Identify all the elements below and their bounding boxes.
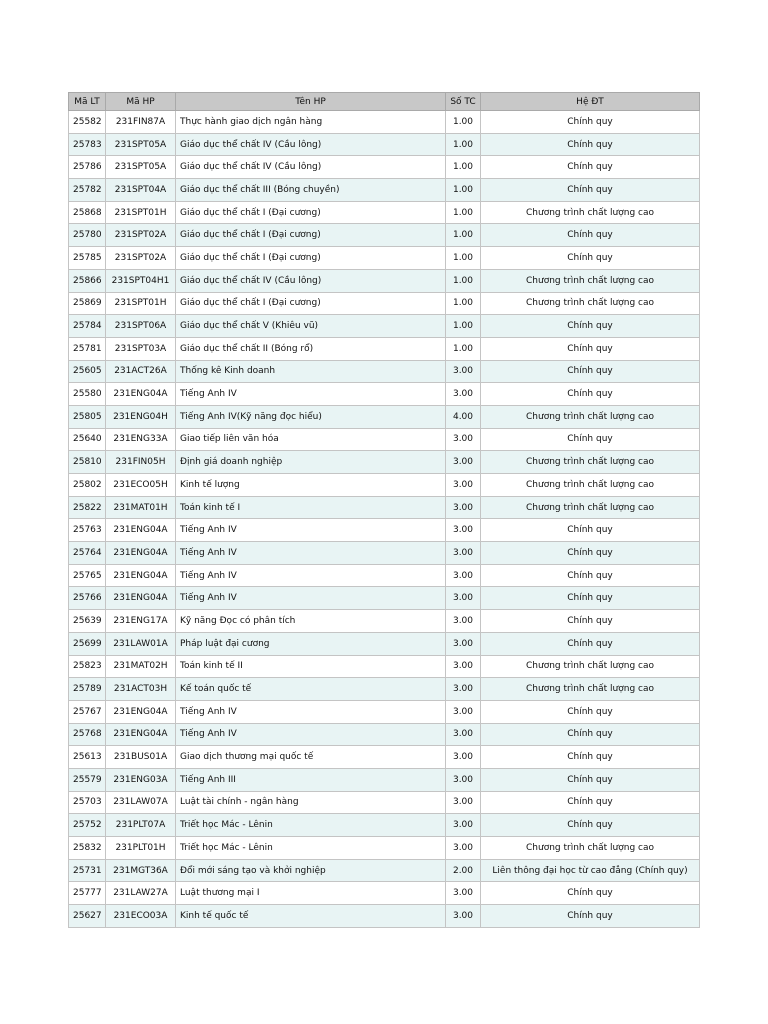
cell-ma-lt: 25810 [69, 451, 106, 474]
cell-ma-hp: 231MAT02H [106, 655, 176, 678]
cell-ten-hp: Triết học Mác - Lênin [176, 814, 446, 837]
cell-ma-lt: 25640 [69, 428, 106, 451]
cell-he-dt: Chương trình chất lượng cao [481, 655, 700, 678]
cell-ma-hp: 231PLT01H [106, 837, 176, 860]
cell-so-tc: 3.00 [446, 360, 481, 383]
cell-so-tc: 3.00 [446, 474, 481, 497]
table-row [69, 428, 700, 451]
cell-he-dt: Chính quy [481, 700, 700, 723]
cell-ma-hp: 231ENG04A [106, 383, 176, 406]
cell-ten-hp: Giáo dục thể chất II (Bóng rổ) [176, 337, 446, 360]
table-row [69, 247, 700, 270]
table-body [69, 111, 700, 928]
cell-so-tc: 1.00 [446, 224, 481, 247]
cell-so-tc: 3.00 [446, 655, 481, 678]
cell-ma-lt: 25832 [69, 837, 106, 860]
cell-so-tc: 3.00 [446, 678, 481, 701]
table-row [69, 201, 700, 224]
cell-ten-hp: Tiếng Anh III [176, 768, 446, 791]
cell-ma-hp: 231ENG17A [106, 610, 176, 633]
cell-ma-lt: 25780 [69, 224, 106, 247]
cell-ten-hp: Giáo dục thể chất IV (Cầu lông) [176, 269, 446, 292]
cell-ma-lt: 25866 [69, 269, 106, 292]
cell-he-dt: Chính quy [481, 564, 700, 587]
cell-ten-hp: Giáo dục thể chất I (Đại cương) [176, 292, 446, 315]
cell-ten-hp: Định giá doanh nghiệp [176, 451, 446, 474]
cell-ma-lt: 25777 [69, 882, 106, 905]
cell-ten-hp: Tiếng Anh IV [176, 542, 446, 565]
cell-ma-hp: 231LAW27A [106, 882, 176, 905]
header-ma-hp: Mã HP [106, 93, 176, 111]
cell-ten-hp: Giáo dục thể chất IV (Cầu lông) [176, 133, 446, 156]
cell-ten-hp: Tiếng Anh IV [176, 587, 446, 610]
cell-so-tc: 3.00 [446, 791, 481, 814]
cell-ma-hp: 231ENG33A [106, 428, 176, 451]
cell-ten-hp: Giáo dục thể chất V (Khiêu vũ) [176, 315, 446, 338]
table-row [69, 133, 700, 156]
cell-he-dt: Chính quy [481, 428, 700, 451]
cell-ten-hp: Luật tài chính - ngân hàng [176, 791, 446, 814]
table-row [69, 678, 700, 701]
header-row [69, 93, 700, 111]
cell-ten-hp: Tiếng Anh IV [176, 519, 446, 542]
cell-ma-lt: 25868 [69, 201, 106, 224]
cell-ma-lt: 25731 [69, 859, 106, 882]
cell-so-tc: 3.00 [446, 610, 481, 633]
cell-he-dt: Chính quy [481, 723, 700, 746]
cell-he-dt: Chính quy [481, 746, 700, 769]
cell-ten-hp: Toán kinh tế I [176, 496, 446, 519]
cell-ten-hp: Pháp luật đại cương [176, 632, 446, 655]
table-row [69, 156, 700, 179]
cell-he-dt: Chính quy [481, 768, 700, 791]
cell-ma-lt: 25613 [69, 746, 106, 769]
cell-ma-hp: 231SPT01H [106, 201, 176, 224]
cell-ten-hp: Giáo dục thể chất I (Đại cương) [176, 224, 446, 247]
cell-ma-hp: 231FIN87A [106, 111, 176, 134]
cell-he-dt: Chính quy [481, 315, 700, 338]
cell-ten-hp: Tiếng Anh IV [176, 700, 446, 723]
cell-ma-hp: 231MAT01H [106, 496, 176, 519]
cell-ma-hp: 231ENG04A [106, 723, 176, 746]
cell-ma-lt: 25699 [69, 632, 106, 655]
cell-ten-hp: Tiếng Anh IV(Kỹ năng đọc hiểu) [176, 405, 446, 428]
cell-ma-hp: 231ENG04A [106, 587, 176, 610]
header-he-dt: Hệ ĐT [481, 93, 700, 111]
cell-ma-lt: 25768 [69, 723, 106, 746]
cell-he-dt: Chương trình chất lượng cao [481, 837, 700, 860]
cell-he-dt: Chính quy [481, 133, 700, 156]
cell-so-tc: 3.00 [446, 564, 481, 587]
cell-he-dt: Chính quy [481, 632, 700, 655]
cell-so-tc: 3.00 [446, 837, 481, 860]
cell-ma-lt: 25605 [69, 360, 106, 383]
cell-ma-hp: 231ECO03A [106, 905, 176, 928]
cell-ma-lt: 25781 [69, 337, 106, 360]
table-row [69, 632, 700, 655]
cell-so-tc: 1.00 [446, 315, 481, 338]
table-row [69, 837, 700, 860]
cell-so-tc: 3.00 [446, 496, 481, 519]
table-row [69, 700, 700, 723]
cell-ma-hp: 231SPT04A [106, 179, 176, 202]
cell-ten-hp: Kinh tế lượng [176, 474, 446, 497]
cell-ma-lt: 25639 [69, 610, 106, 633]
cell-ten-hp: Giao dịch thương mại quốc tế [176, 746, 446, 769]
cell-he-dt: Chương trình chất lượng cao [481, 269, 700, 292]
cell-he-dt: Chính quy [481, 519, 700, 542]
cell-ten-hp: Đổi mới sáng tạo và khởi nghiệp [176, 859, 446, 882]
cell-ten-hp: Tiếng Anh IV [176, 564, 446, 587]
table-row [69, 791, 700, 814]
cell-he-dt: Chính quy [481, 905, 700, 928]
course-table [68, 92, 700, 928]
table-row [69, 224, 700, 247]
cell-ma-lt: 25627 [69, 905, 106, 928]
cell-ten-hp: Giáo dục thể chất I (Đại cương) [176, 247, 446, 270]
cell-ten-hp: Luật thương mại I [176, 882, 446, 905]
cell-so-tc: 3.00 [446, 632, 481, 655]
cell-ma-hp: 231LAW01A [106, 632, 176, 655]
cell-ma-lt: 25766 [69, 587, 106, 610]
table-row [69, 405, 700, 428]
cell-he-dt: Chính quy [481, 587, 700, 610]
cell-so-tc: 1.00 [446, 292, 481, 315]
cell-he-dt: Chương trình chất lượng cao [481, 292, 700, 315]
header-ma-lt: Mã LT [69, 93, 106, 111]
cell-ma-lt: 25580 [69, 383, 106, 406]
cell-ma-lt: 25763 [69, 519, 106, 542]
cell-so-tc: 1.00 [446, 247, 481, 270]
table-row [69, 587, 700, 610]
cell-ma-hp: 231ENG03A [106, 768, 176, 791]
cell-he-dt: Chính quy [481, 337, 700, 360]
cell-ma-hp: 231SPT01H [106, 292, 176, 315]
cell-ma-hp: 231SPT04H1 [106, 269, 176, 292]
table-row [69, 337, 700, 360]
table-header [69, 93, 700, 111]
cell-ma-lt: 25765 [69, 564, 106, 587]
cell-so-tc: 3.00 [446, 746, 481, 769]
cell-he-dt: Chính quy [481, 247, 700, 270]
cell-ma-hp: 231ENG04H [106, 405, 176, 428]
cell-ma-lt: 25767 [69, 700, 106, 723]
cell-so-tc: 3.00 [446, 723, 481, 746]
table-row [69, 882, 700, 905]
cell-he-dt: Liên thông đại học từ cao đẳng (Chính quy) [481, 859, 700, 882]
cell-so-tc: 3.00 [446, 451, 481, 474]
cell-he-dt: Chính quy [481, 156, 700, 179]
cell-ma-hp: 231ENG04A [106, 542, 176, 565]
cell-ma-hp: 231ENG04A [106, 519, 176, 542]
cell-ma-lt: 25579 [69, 768, 106, 791]
cell-so-tc: 1.00 [446, 111, 481, 134]
table-row [69, 383, 700, 406]
cell-ma-lt: 25802 [69, 474, 106, 497]
table-row [69, 814, 700, 837]
cell-so-tc: 3.00 [446, 768, 481, 791]
table-row [69, 905, 700, 928]
cell-ten-hp: Kỹ năng Đọc có phân tích [176, 610, 446, 633]
cell-ma-lt: 25752 [69, 814, 106, 837]
cell-so-tc: 1.00 [446, 337, 481, 360]
cell-so-tc: 3.00 [446, 587, 481, 610]
table-row [69, 179, 700, 202]
cell-so-tc: 3.00 [446, 519, 481, 542]
table-row [69, 269, 700, 292]
table-row [69, 451, 700, 474]
table-row [69, 610, 700, 633]
cell-ten-hp: Giao tiếp liên văn hóa [176, 428, 446, 451]
cell-ma-lt: 25782 [69, 179, 106, 202]
cell-ma-hp: 231FIN05H [106, 451, 176, 474]
cell-ma-hp: 231PLT07A [106, 814, 176, 837]
cell-ten-hp: Thống kê Kinh doanh [176, 360, 446, 383]
cell-ma-hp: 231MGT36A [106, 859, 176, 882]
cell-ma-lt: 25786 [69, 156, 106, 179]
cell-ma-lt: 25822 [69, 496, 106, 519]
cell-he-dt: Chính quy [481, 814, 700, 837]
cell-ma-lt: 25784 [69, 315, 106, 338]
cell-ma-lt: 25783 [69, 133, 106, 156]
cell-so-tc: 2.00 [446, 859, 481, 882]
cell-ten-hp: Kế toán quốc tế [176, 678, 446, 701]
cell-ma-hp: 231BUS01A [106, 746, 176, 769]
cell-ma-hp: 231ECO05H [106, 474, 176, 497]
cell-ma-lt: 25582 [69, 111, 106, 134]
cell-ten-hp: Giáo dục thể chất III (Bóng chuyền) [176, 179, 446, 202]
cell-so-tc: 1.00 [446, 201, 481, 224]
cell-he-dt: Chính quy [481, 610, 700, 633]
cell-ma-hp: 231SPT02A [106, 247, 176, 270]
table-row [69, 564, 700, 587]
table-row [69, 519, 700, 542]
cell-he-dt: Chương trình chất lượng cao [481, 201, 700, 224]
cell-ma-hp: 231ENG04A [106, 700, 176, 723]
cell-he-dt: Chương trình chất lượng cao [481, 496, 700, 519]
cell-ten-hp: Thực hành giao dịch ngân hàng [176, 111, 446, 134]
cell-ma-lt: 25785 [69, 247, 106, 270]
cell-ma-hp: 231ACT03H [106, 678, 176, 701]
cell-ten-hp: Giáo dục thể chất I (Đại cương) [176, 201, 446, 224]
cell-so-tc: 3.00 [446, 700, 481, 723]
cell-so-tc: 1.00 [446, 133, 481, 156]
cell-he-dt: Chính quy [481, 224, 700, 247]
cell-he-dt: Chương trình chất lượng cao [481, 451, 700, 474]
cell-ma-hp: 231ENG04A [106, 564, 176, 587]
cell-he-dt: Chính quy [481, 882, 700, 905]
cell-ma-lt: 25764 [69, 542, 106, 565]
cell-ma-lt: 25789 [69, 678, 106, 701]
cell-he-dt: Chính quy [481, 179, 700, 202]
cell-so-tc: 3.00 [446, 542, 481, 565]
cell-so-tc: 3.00 [446, 905, 481, 928]
table-row [69, 746, 700, 769]
table-row [69, 768, 700, 791]
cell-ma-hp: 231SPT03A [106, 337, 176, 360]
header-so-tc: Số TC [446, 93, 481, 111]
cell-so-tc: 1.00 [446, 269, 481, 292]
cell-he-dt: Chương trình chất lượng cao [481, 678, 700, 701]
cell-he-dt: Chính quy [481, 360, 700, 383]
cell-he-dt: Chính quy [481, 542, 700, 565]
table-row [69, 111, 700, 134]
cell-so-tc: 3.00 [446, 814, 481, 837]
cell-ma-hp: 231SPT05A [106, 156, 176, 179]
cell-ten-hp: Toán kinh tế II [176, 655, 446, 678]
table-row [69, 360, 700, 383]
cell-he-dt: Chương trình chất lượng cao [481, 405, 700, 428]
cell-ma-hp: 231SPT02A [106, 224, 176, 247]
cell-ma-hp: 231LAW07A [106, 791, 176, 814]
table-row [69, 474, 700, 497]
cell-he-dt: Chương trình chất lượng cao [481, 474, 700, 497]
table-row [69, 496, 700, 519]
cell-ten-hp: Tiếng Anh IV [176, 723, 446, 746]
table-row [69, 292, 700, 315]
cell-so-tc: 1.00 [446, 156, 481, 179]
table-row [69, 315, 700, 338]
cell-ma-hp: 231SPT05A [106, 133, 176, 156]
cell-he-dt: Chính quy [481, 383, 700, 406]
cell-so-tc: 3.00 [446, 383, 481, 406]
table-row [69, 723, 700, 746]
table-row [69, 542, 700, 565]
cell-ten-hp: Giáo dục thể chất IV (Cầu lông) [176, 156, 446, 179]
cell-so-tc: 4.00 [446, 405, 481, 428]
table-row [69, 655, 700, 678]
cell-ten-hp: Triết học Mác - Lênin [176, 837, 446, 860]
cell-ten-hp: Tiếng Anh IV [176, 383, 446, 406]
cell-ten-hp: Kinh tế quốc tế [176, 905, 446, 928]
table-row [69, 859, 700, 882]
cell-ma-hp: 231ACT26A [106, 360, 176, 383]
cell-ma-lt: 25805 [69, 405, 106, 428]
cell-ma-hp: 231SPT06A [106, 315, 176, 338]
cell-ma-lt: 25823 [69, 655, 106, 678]
cell-ma-lt: 25703 [69, 791, 106, 814]
cell-he-dt: Chính quy [481, 791, 700, 814]
cell-so-tc: 3.00 [446, 882, 481, 905]
cell-so-tc: 1.00 [446, 179, 481, 202]
cell-ma-lt: 25869 [69, 292, 106, 315]
cell-he-dt: Chính quy [481, 111, 700, 134]
cell-so-tc: 3.00 [446, 428, 481, 451]
header-ten-hp: Tên HP [176, 93, 446, 111]
